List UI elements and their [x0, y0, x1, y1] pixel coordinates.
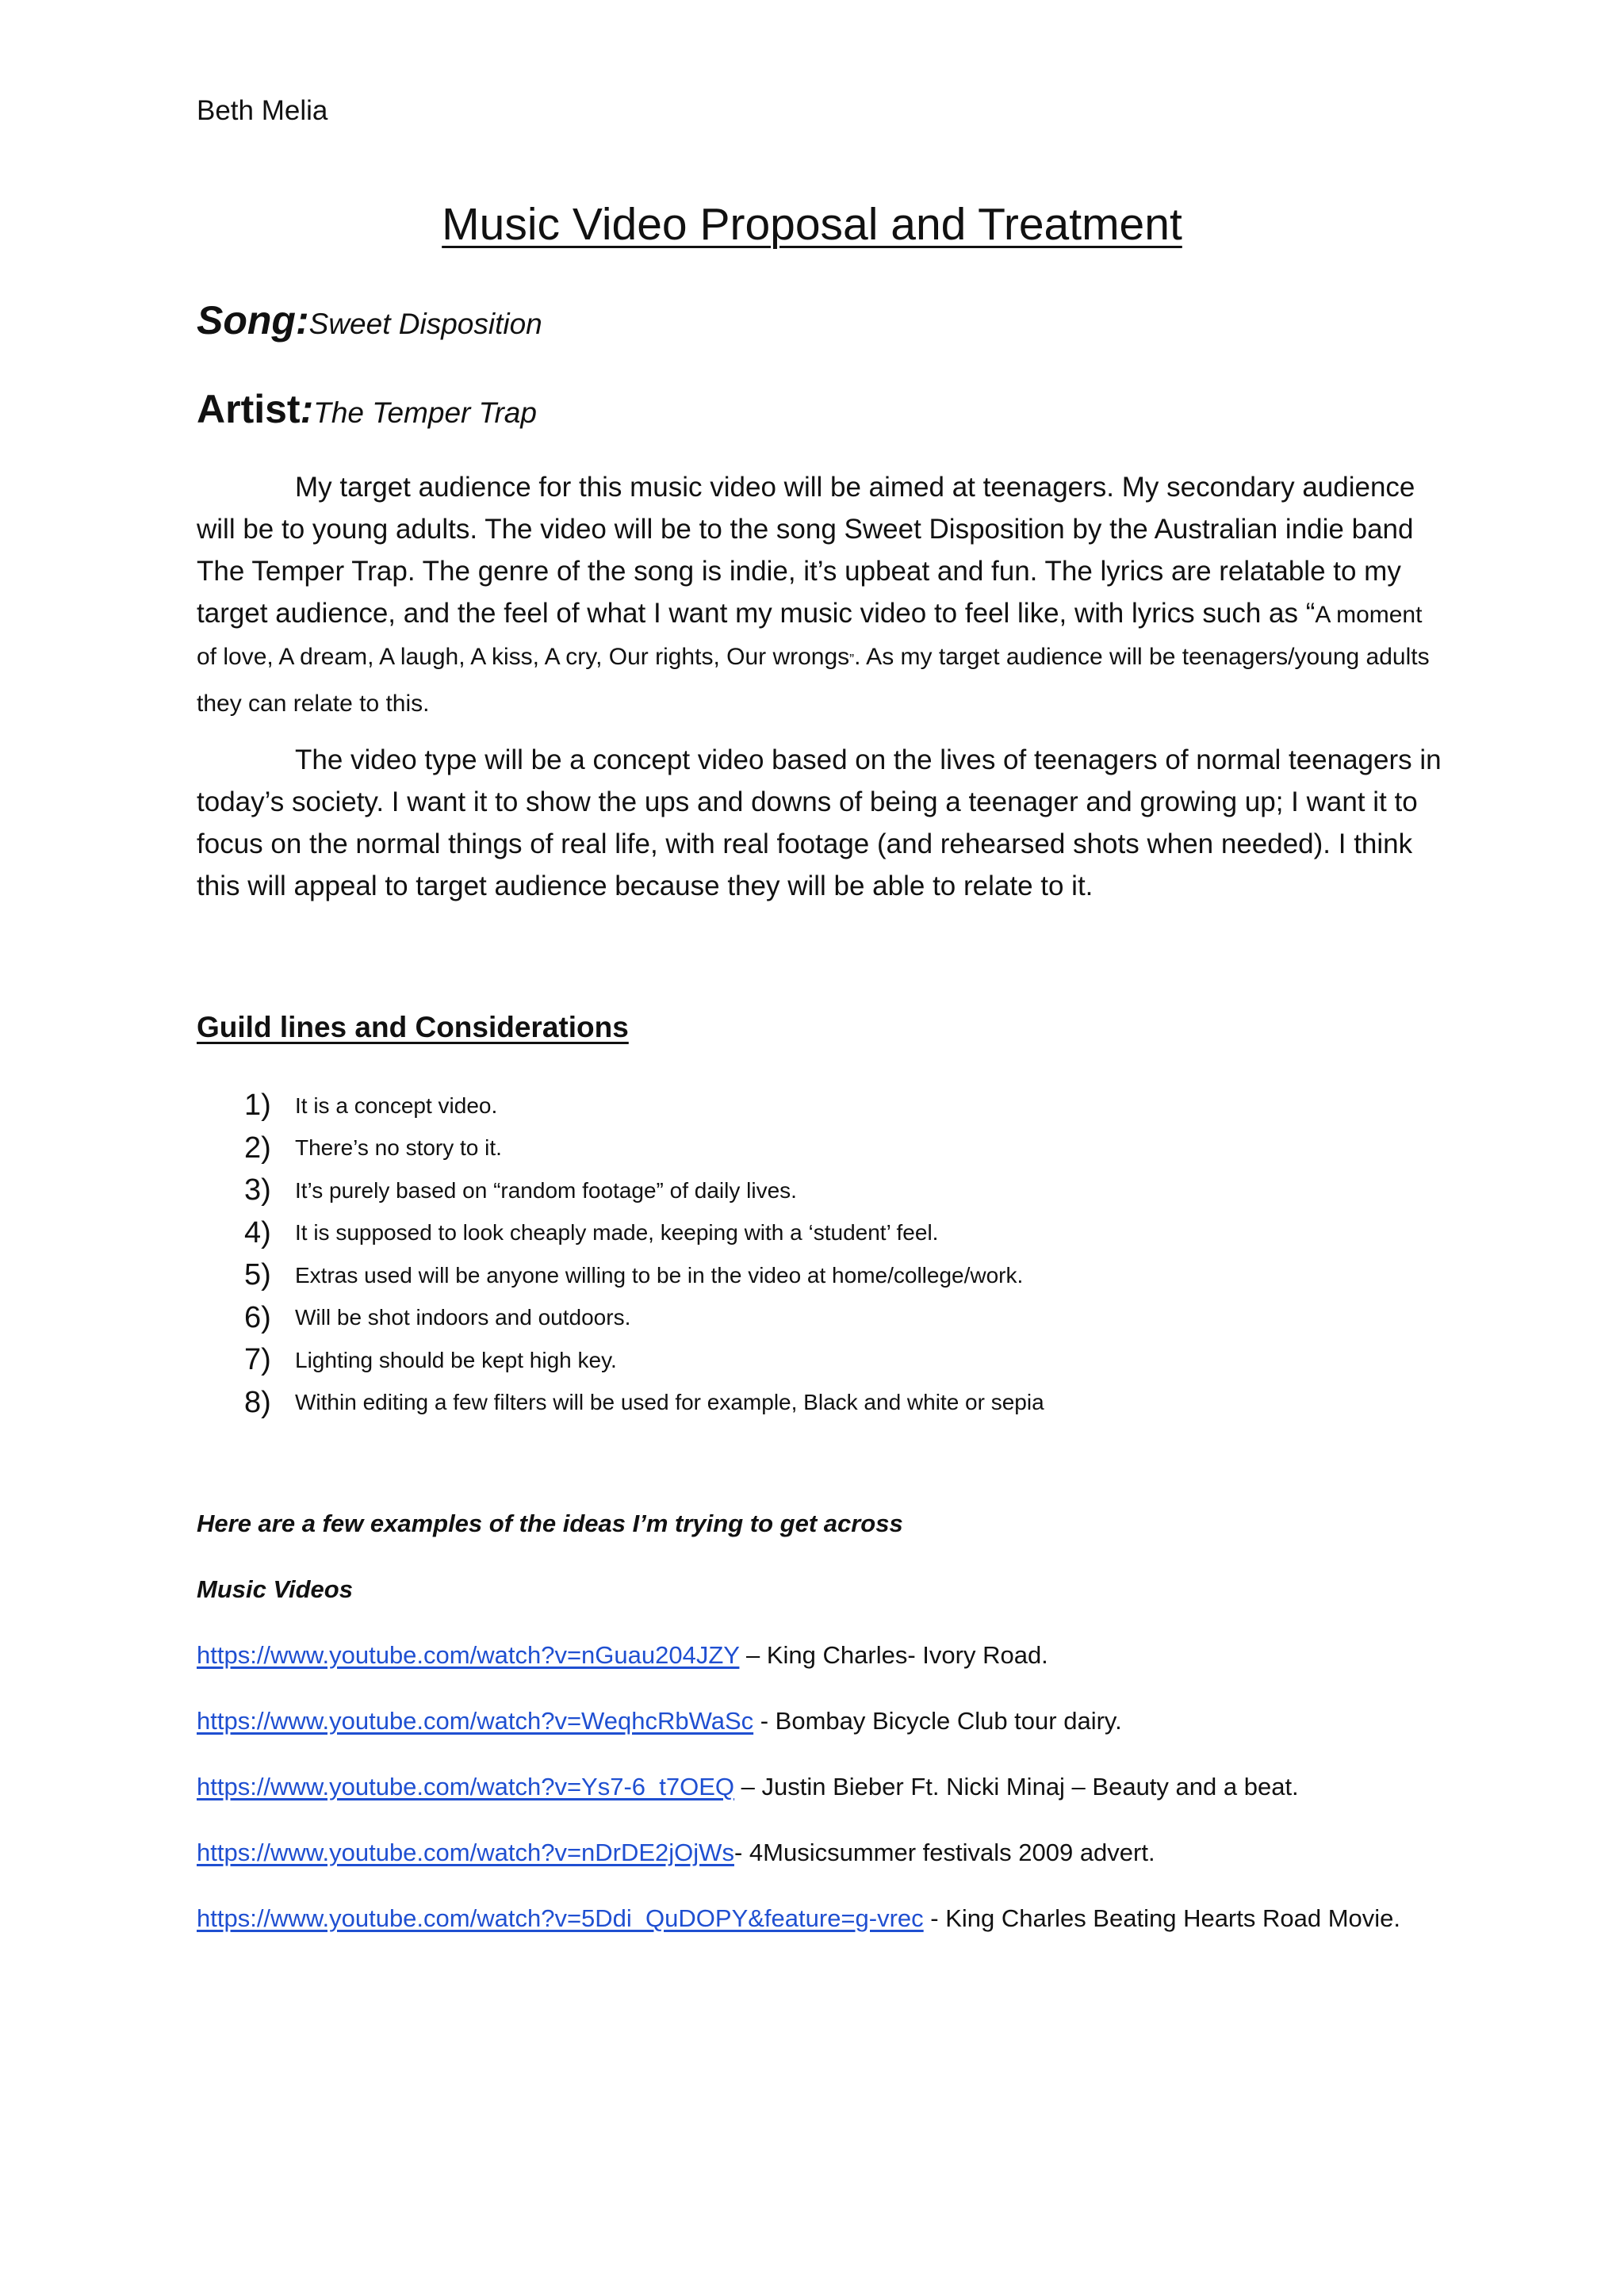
- artist-label: Artist: [197, 387, 301, 431]
- guideline-item: [244, 1085, 1044, 1127]
- audience-text-tail: . As my target audience will be teenagers/young adults they can relate to this.: [197, 644, 1430, 717]
- guideline-text: It is supposed to look cheaply made, keeping with a ‘student’ feel.: [295, 1220, 939, 1246]
- guidelines-list: [244, 1085, 1044, 1424]
- guideline-text: It is a concept video.: [295, 1093, 498, 1118]
- video-link[interactable]: https://www.youtube.com/watch?v=Ys7-6_t7OEQ: [197, 1773, 735, 1800]
- video-type-paragraph: [197, 739, 1442, 907]
- guideline-text: It’s purely based on “random footage” of daily lives.: [295, 1177, 797, 1203]
- guideline-item: [244, 1297, 1044, 1340]
- video-link-description: - 4Musicsummer festivals 2009 advert.: [733, 1839, 1155, 1866]
- audience-paragraph: [197, 466, 1442, 723]
- guideline-number: 6): [244, 1300, 271, 1334]
- guideline-text: There’s no story to it.: [295, 1135, 502, 1161]
- lyric-quote: A moment of love, A dream, A laugh, A kiss, A cry, Our rights, Our wrongs: [197, 602, 1423, 670]
- music-videos-heading: Music Videos: [197, 1575, 353, 1603]
- song-label: Song:: [197, 298, 309, 342]
- guideline-item: [244, 1339, 1044, 1382]
- video-type-text: The video type will be a concept video based on the lives of teenagers of normal teenagers in today’s society. I want it to show the ups and downs of being a teenager and growing up; I want it to focus on the normal things of real life, with real footage (and rehearsed shots when needed). I think this will appeal to target audience because they will be able to relate to it.: [197, 744, 1442, 901]
- video-link-description: – King Charles- Ivory Road.: [739, 1641, 1048, 1669]
- guideline-item: [244, 1382, 1044, 1425]
- guideline-item: [244, 1212, 1044, 1255]
- guidelines-heading: Guild lines and Considerations: [197, 1011, 629, 1043]
- guideline-text: Lighting should be kept high key.: [295, 1347, 617, 1372]
- guideline-text: Will be shot indoors and outdoors.: [295, 1305, 631, 1330]
- video-link-description: – Justin Bieber Ft. Nicki Minaj – Beauty and a beat.: [734, 1773, 1299, 1800]
- video-link-description: - Bombay Bicycle Club tour dairy.: [753, 1707, 1122, 1735]
- guideline-number: 8): [244, 1385, 271, 1419]
- guideline-text: Within editing a few filters will be used for example, Black and white or sepia: [295, 1390, 1044, 1415]
- video-link-row: [197, 1773, 1299, 1801]
- guideline-item: [244, 1127, 1044, 1170]
- video-link-row: [197, 1839, 1155, 1867]
- guideline-number: 1): [244, 1089, 271, 1123]
- artist-line: [197, 386, 537, 432]
- video-link-row: [197, 1707, 1122, 1735]
- guideline-number: 3): [244, 1173, 271, 1207]
- document-title: Music Video Proposal and Treatment: [442, 199, 1182, 250]
- guideline-item: [244, 1169, 1044, 1212]
- song-line: [197, 297, 542, 343]
- author-name: Beth Melia: [197, 95, 328, 126]
- video-link[interactable]: https://www.youtube.com/watch?v=nGuau204JZY: [197, 1641, 740, 1669]
- guideline-number: 7): [244, 1343, 271, 1377]
- video-link[interactable]: https://www.youtube.com/watch?v=5Ddi_QuDOPY&feature=g-vrec: [197, 1904, 924, 1932]
- guideline-number: 4): [244, 1215, 271, 1249]
- guideline-text: Extras used will be anyone willing to be in the video at home/college/work.: [295, 1262, 1024, 1288]
- song-value: Sweet Disposition: [308, 308, 542, 340]
- audience-text: My target audience for this music video will be aimed at teenagers. My secondary audience will be to young adults. The video will be to the song Sweet Disposition by the Australian indie band The Temper Trap. The genre of the song is indie, it’s upbeat and fun. The lyrics are relatable to my target audience, and the feel of what I want my music video to feel like, with lyrics such as “: [197, 472, 1415, 629]
- video-link-description: - King Charles Beating Hearts Road Movie.: [923, 1904, 1401, 1932]
- guideline-number: 2): [244, 1131, 271, 1165]
- video-link[interactable]: https://www.youtube.com/watch?v=WeqhcRbWaSc: [197, 1707, 754, 1735]
- lyric-close-quote: ”: [849, 652, 855, 668]
- video-link-row: [197, 1641, 1048, 1670]
- video-link-row: [197, 1904, 1400, 1933]
- artist-colon: :: [300, 387, 314, 431]
- guideline-item: [244, 1254, 1044, 1297]
- artist-value: The Temper Trap: [313, 396, 537, 429]
- video-link[interactable]: https://www.youtube.com/watch?v=nDrDE2jOjWs: [197, 1839, 734, 1866]
- guideline-number: 5): [244, 1258, 271, 1292]
- examples-heading: Here are a few examples of the ideas I’m trying to get across: [197, 1510, 903, 1537]
